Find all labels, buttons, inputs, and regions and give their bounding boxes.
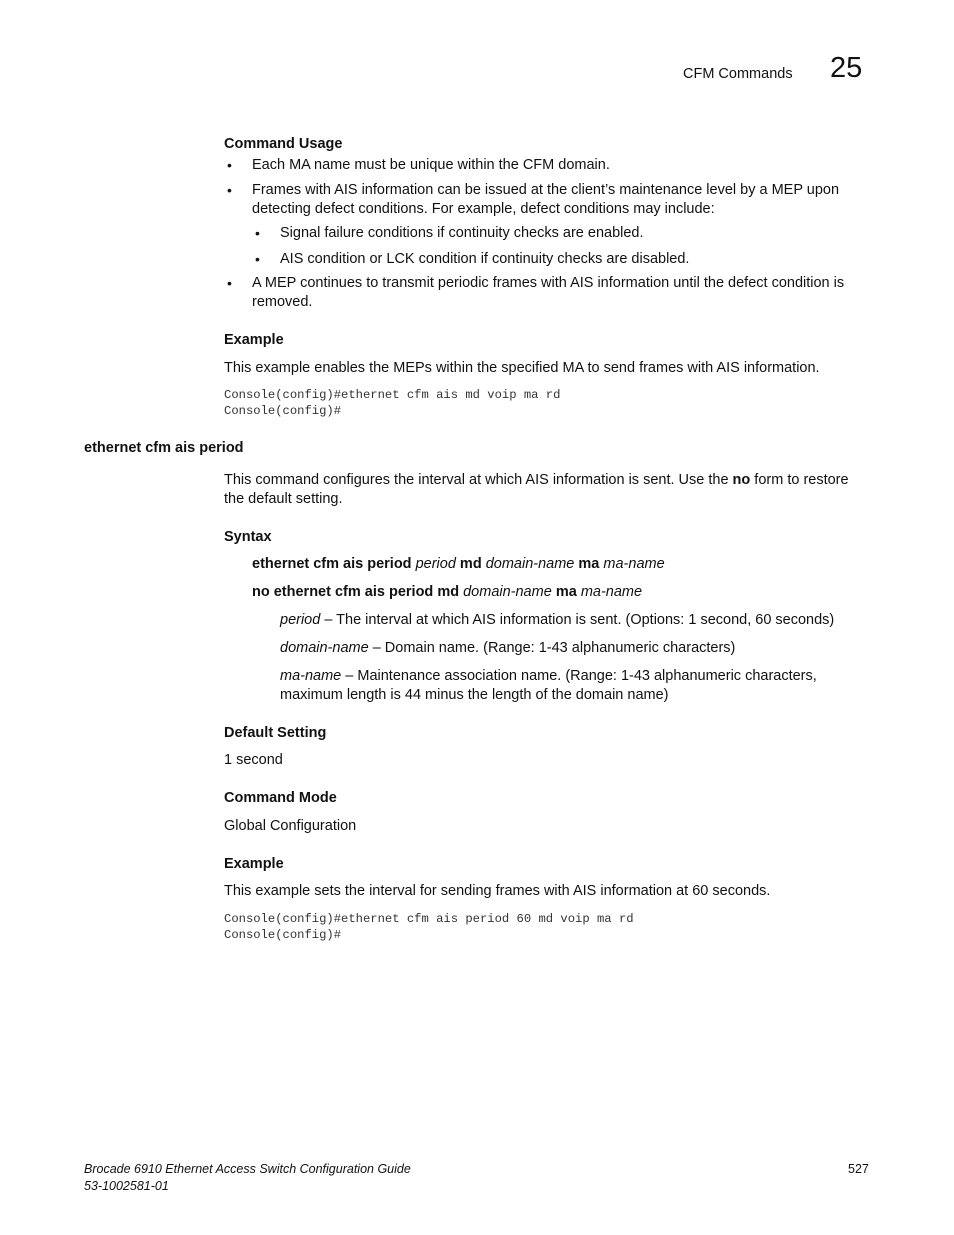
default-setting-text: 1 second bbox=[224, 752, 283, 768]
syntax-line-1: ethernet cfm ais period period md domain-name ma ma-name bbox=[252, 556, 665, 572]
usage-bullet-2-line-1: Frames with AIS information can be issued at the client’s maintenance level by a MEP upon bbox=[252, 182, 840, 198]
chapter-number: 25 bbox=[830, 52, 863, 84]
param-domain-name: domain-name – Domain name. (Range: 1-43 alphanumeric characters) bbox=[280, 640, 736, 656]
example-heading: Example bbox=[224, 856, 284, 872]
command-description-line-1: This command configures the interval at which AIS information is sent. Use the no form to restore bbox=[224, 472, 849, 488]
running-header-section: CFM Commands bbox=[683, 66, 793, 82]
command-mode-text: Global Configuration bbox=[224, 818, 357, 834]
command-usage-heading: Command Usage bbox=[224, 136, 343, 152]
syntax-heading: Syntax bbox=[224, 529, 272, 545]
default-setting-heading: Default Setting bbox=[224, 725, 327, 741]
footer-page-number: 527 bbox=[848, 1162, 869, 1176]
code-line: Console(config)# bbox=[224, 928, 342, 942]
param-period: period – The interval at which AIS information is sent. (Options: 1 second, 60 seconds) bbox=[280, 612, 835, 628]
code-line: Console(config)#ethernet cfm ais md voip ma rd bbox=[224, 388, 561, 402]
command-mode-heading: Command Mode bbox=[224, 790, 337, 806]
bullet-icon: • bbox=[227, 182, 232, 198]
usage-sub-bullet-2: AIS condition or LCK condition if continuity checks are disabled. bbox=[280, 251, 690, 267]
footer-title: Brocade 6910 Ethernet Access Switch Configuration Guide bbox=[84, 1162, 411, 1176]
example-heading: Example bbox=[224, 332, 284, 348]
param-ma-name-line-2: maximum length is 44 minus the length of the domain name) bbox=[280, 687, 669, 703]
syntax-line-2: no ethernet cfm ais period md domain-name ma ma-name bbox=[252, 584, 643, 600]
usage-bullet-3-line-2: removed. bbox=[252, 294, 313, 310]
usage-sub-bullet-1: Signal failure conditions if continuity checks are enabled. bbox=[280, 225, 644, 241]
param-ma-name: ma-name – Maintenance association name. (Range: 1-43 alphanumeric characters, bbox=[280, 668, 817, 684]
bullet-icon: • bbox=[227, 157, 232, 173]
example-text: This example sets the interval for sending frames with AIS information at 60 seconds. bbox=[224, 883, 771, 899]
command-description-line-2: the default setting. bbox=[224, 491, 343, 507]
sub-bullet-icon: • bbox=[255, 251, 260, 267]
command-title: ethernet cfm ais period bbox=[84, 440, 244, 456]
usage-bullet-3-line-1: A MEP continues to transmit periodic frames with AIS information until the defect condition is bbox=[252, 275, 845, 291]
usage-bullet-2-line-2: detecting defect conditions. For example, defect conditions may include: bbox=[252, 201, 715, 217]
sub-bullet-icon: • bbox=[255, 225, 260, 241]
example-text: This example enables the MEPs within the specified MA to send frames with AIS information. bbox=[224, 360, 820, 376]
bullet-icon: • bbox=[227, 275, 232, 291]
code-line: Console(config)#ethernet cfm ais period 60 md voip ma rd bbox=[224, 912, 634, 926]
code-line: Console(config)# bbox=[224, 404, 342, 418]
usage-bullet-1: Each MA name must be unique within the CFM domain. bbox=[252, 157, 610, 173]
footer-doc-number: 53-1002581-01 bbox=[84, 1179, 169, 1193]
